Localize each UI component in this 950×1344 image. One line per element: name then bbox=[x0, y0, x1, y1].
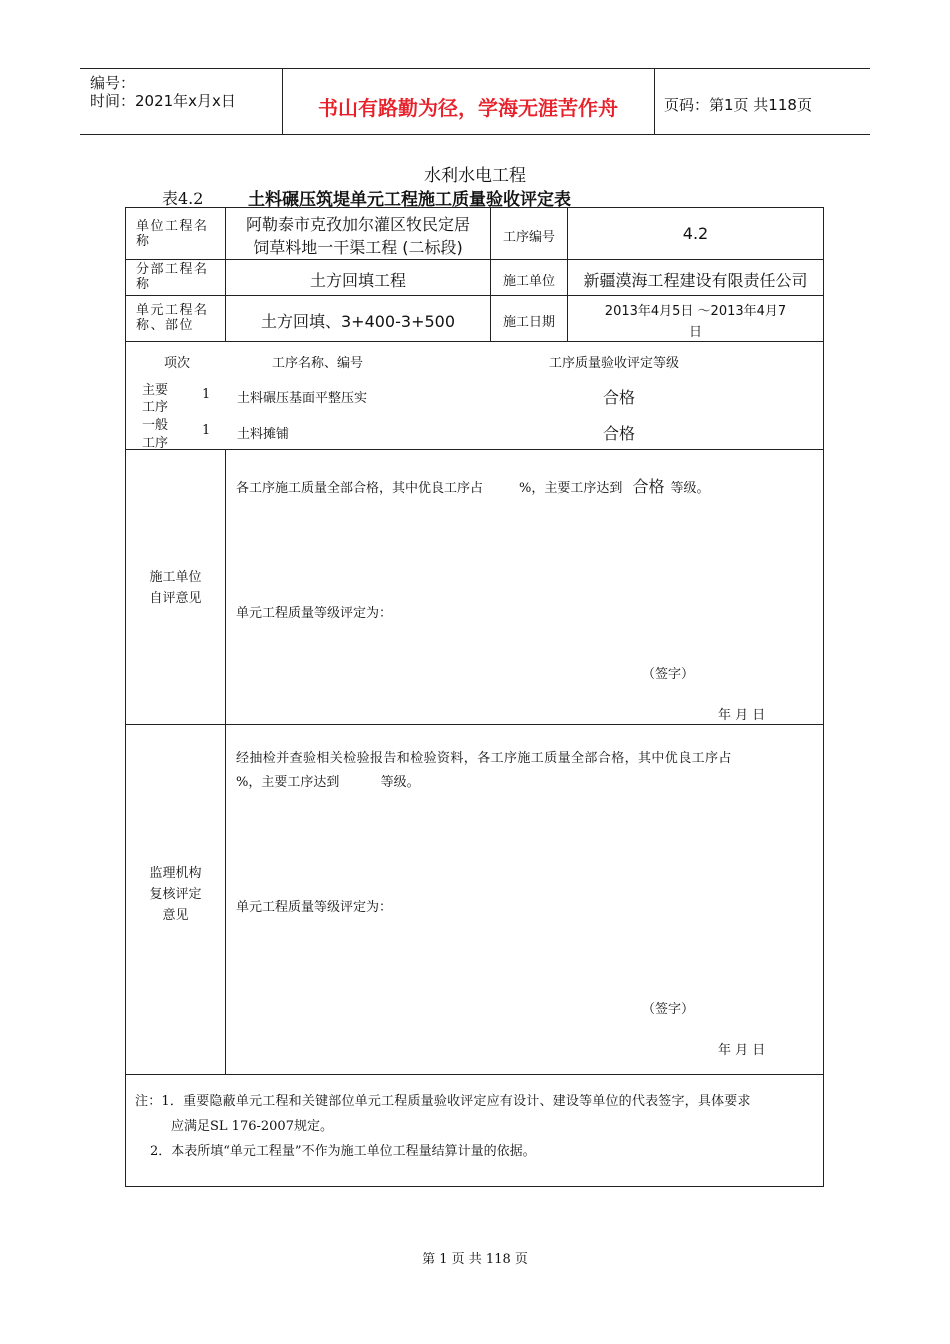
table-title: 土料碾压筑堤单元工程施工质量验收评定表 bbox=[248, 190, 571, 210]
supervision-label-line2: 复核评定 bbox=[149, 887, 202, 902]
contractor-value: 新疆漠海工程建设有限责任公司 bbox=[583, 271, 808, 290]
supervision-signature: （签字） bbox=[642, 1002, 695, 1017]
process-row-grade: 合格 bbox=[603, 388, 636, 407]
supervision-label-line3: 意见 bbox=[162, 908, 189, 923]
page-counter: 页码：第1页 共118页 bbox=[664, 96, 812, 114]
element-value: 土方回填、3+400-3+500 bbox=[260, 312, 456, 331]
process-type-line1: 一般 bbox=[142, 418, 169, 433]
process-type-line1: 主要 bbox=[142, 383, 169, 398]
row-rule bbox=[126, 259, 823, 260]
supervision-date: 年 月 日 bbox=[718, 1043, 766, 1058]
construction-date-label: 施工日期 bbox=[502, 315, 555, 330]
self-eval-result-label: 单元工程质量等级评定为： bbox=[236, 606, 393, 621]
col-header-item: 项次 bbox=[164, 356, 191, 371]
supervision-result-label: 单元工程质量等级评定为： bbox=[236, 900, 393, 915]
self-eval-label-line1: 施工单位 bbox=[149, 570, 202, 585]
process-number-value: 4.2 bbox=[682, 224, 709, 243]
header-bottom-rule bbox=[80, 134, 870, 135]
self-eval-text-b: %，主要工序达到 bbox=[519, 481, 623, 496]
doc-number-label: 编号： bbox=[90, 74, 136, 92]
sub-project-label: 分部工程名称 bbox=[136, 262, 209, 292]
unit-project-value-line2: 饲草料地一干渠工程 (二标段) bbox=[253, 238, 463, 257]
self-eval-label-line2: 自评意见 bbox=[149, 591, 202, 606]
self-eval-statement bbox=[236, 474, 710, 497]
element-label: 单元工程名称、部位 bbox=[136, 303, 209, 333]
header-motto: 书山有路勤为径，学海无涯苦作舟 bbox=[318, 96, 618, 120]
row-rule bbox=[126, 724, 823, 725]
process-row-no: 1 bbox=[202, 387, 211, 402]
row-rule bbox=[126, 295, 823, 296]
note-2: 2．本表所填“单元工程量”不作为施工单位工程量结算计量的依据。 bbox=[150, 1144, 536, 1159]
process-row-grade: 合格 bbox=[603, 424, 636, 443]
doc-time-label: 时间：2021年x月x日 bbox=[90, 92, 236, 110]
sub-project-value: 土方回填工程 bbox=[309, 271, 406, 290]
unit-project-label: 单位工程名称 bbox=[136, 219, 209, 249]
contractor-label: 施工单位 bbox=[502, 274, 555, 289]
process-type-line2: 工序 bbox=[142, 400, 169, 415]
construction-date-value-line2: 日 bbox=[688, 325, 702, 340]
self-eval-grade: 合格 bbox=[632, 477, 665, 496]
col-rule bbox=[225, 449, 226, 1074]
note-1-line2: 应满足SL 176-2007规定。 bbox=[171, 1119, 333, 1134]
process-type-line2: 工序 bbox=[142, 436, 169, 451]
row-rule bbox=[126, 449, 823, 450]
self-eval-text-c: 等级。 bbox=[670, 481, 710, 496]
supervision-text-line2: %，主要工序达到 等级。 bbox=[236, 775, 420, 790]
self-eval-signature: （签字） bbox=[642, 667, 695, 682]
header-divider bbox=[654, 68, 655, 135]
unit-project-value-line1: 阿勒泰市克孜加尔灌区牧民定居 bbox=[245, 215, 470, 234]
header-top-rule bbox=[80, 68, 870, 69]
self-eval-text-a: 各工序施工质量全部合格，其中优良工序占 bbox=[236, 481, 484, 496]
table-number: 表4.2 bbox=[162, 189, 204, 208]
col-header-process-name: 工序名称、编号 bbox=[272, 356, 364, 371]
evaluation-table bbox=[125, 207, 824, 1187]
process-row-no: 1 bbox=[202, 423, 211, 438]
page-footer: 第 1 页 共 118 页 bbox=[422, 1252, 528, 1267]
construction-date-value-line1: 2013年4月5日 ～2013年4月7 bbox=[604, 304, 787, 319]
row-rule bbox=[126, 1074, 823, 1075]
col-header-grade: 工序质量验收评定等级 bbox=[549, 356, 680, 371]
org-title: 水利水电工程 bbox=[424, 166, 526, 186]
note-1-line1: 注：1．重要隐蔽单元工程和关键部位单元工程质量验收评定应有设计、建设等单位的代表签字，具体要求 bbox=[135, 1094, 751, 1109]
self-eval-date: 年 月 日 bbox=[718, 708, 766, 723]
row-rule bbox=[126, 341, 823, 342]
process-row-name: 土料摊铺 bbox=[237, 427, 290, 442]
process-number-label: 工序编号 bbox=[502, 230, 555, 245]
supervision-label-line1: 监理机构 bbox=[149, 866, 202, 881]
supervision-text-line1: 经抽检并查验相关检验报告和检验资料，各工序施工质量全部合格，其中优良工序占 bbox=[236, 751, 732, 766]
process-row-name: 土料碾压基面平整压实 bbox=[237, 391, 368, 406]
